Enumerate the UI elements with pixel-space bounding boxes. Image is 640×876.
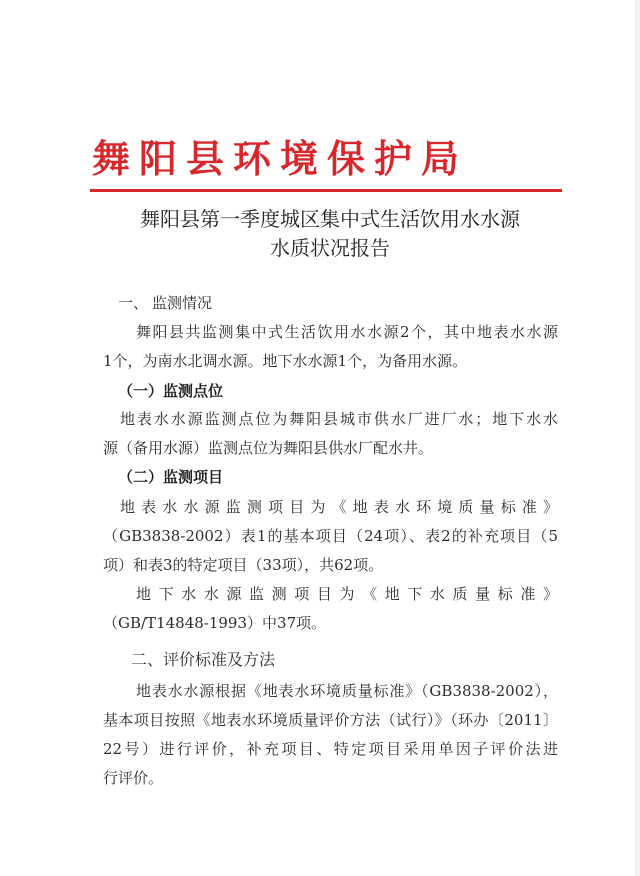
monitoring-items-line-1: 地表水水源监测项目为《地表水环境质量标准》 [120, 498, 558, 516]
subsection-monitoring-points-heading: （一）监测点位 [118, 382, 224, 400]
section-1-number: 一、 [118, 294, 149, 312]
section-2-line-3: 22号）进行评价，补充项目、特定项目采用单因子评价法进 [103, 740, 558, 758]
report-title-line-1: 舞阳县第一季度城区集中式生活饮用水水源 [140, 207, 520, 231]
letterhead-red-rule [90, 189, 562, 192]
section-2-line-4: 行评价。 [103, 769, 164, 787]
section-2-line-1: 地表水水源根据《地表水环境质量标准》（GB3838-2002）， [136, 682, 558, 700]
section-1-para-line-2: 1个，为南水北调水源。地下水水源1个，为备用水源。 [103, 352, 468, 370]
section-1-para-line-1: 舞阳县共监测集中式生活饮用水水源2个，其中地表水水源 [136, 323, 558, 341]
monitoring-items-line-2: （GB3838-2002）表1的基本项目（24项）、表2的补充项目（5 [103, 527, 558, 545]
section-2-heading: 二、评价标准及方法 [131, 650, 276, 669]
page-edge-shadow [635, 0, 640, 876]
section-1-heading: 监测情况 [152, 294, 213, 312]
subsection-monitoring-items-heading: （二）监测项目 [118, 468, 224, 486]
section-2-line-2: 基本项目按照《地表水环境质量评价方法（试行）》（环办〔2011〕 [103, 711, 558, 729]
monitoring-items-line-4: 地下水水源监测项目为《地下水质量标准》 [136, 585, 558, 603]
monitoring-items-line-3: 项）和表3的特定项目（33项），共62项。 [103, 556, 384, 574]
monitoring-points-line-1: 地表水水源监测点位为舞阳县城市供水厂进厂水；地下水水 [120, 410, 558, 428]
report-title-line-2: 水质状况报告 [270, 236, 390, 260]
org-letterhead-title: 舞阳县环境保护局 [92, 136, 469, 181]
monitoring-points-line-2: 源（备用水源）监测点位为舞阳县供水厂配水井。 [103, 439, 434, 457]
monitoring-items-line-5: （GB/T14848-1993）中37项。 [103, 614, 327, 632]
